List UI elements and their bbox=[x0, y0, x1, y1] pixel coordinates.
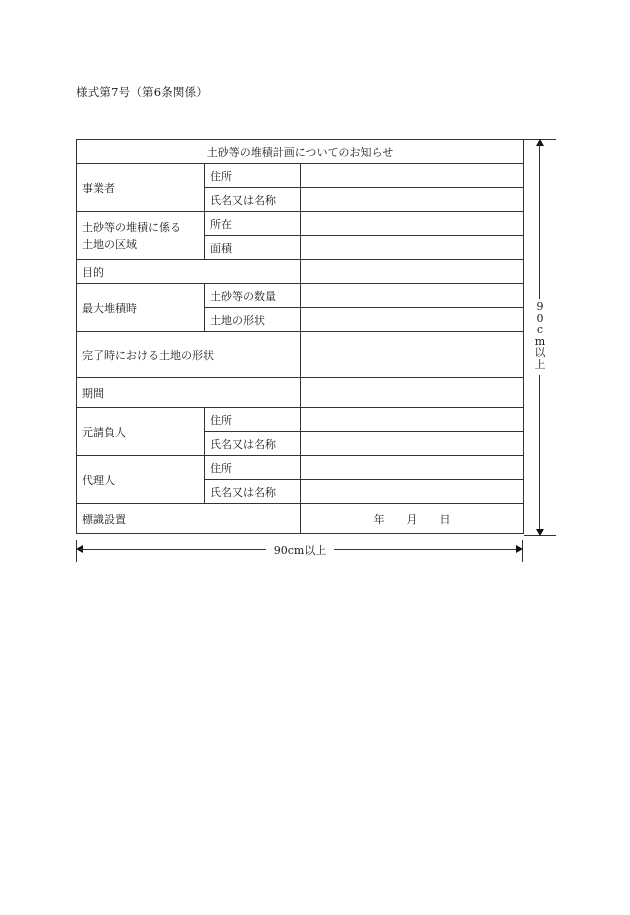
height-label-char: 9 bbox=[536, 300, 544, 313]
width-dimension-label: 90cm以上 bbox=[273, 544, 327, 557]
date-day-label: 日 bbox=[439, 512, 451, 526]
height-label-char: c bbox=[536, 323, 544, 336]
height-label-char: 以 bbox=[534, 346, 546, 359]
completion-shape-value[interactable] bbox=[301, 332, 524, 378]
height-dimension bbox=[524, 139, 556, 536]
sign-install-label: 標識設置 bbox=[77, 504, 301, 534]
date-month-label: 月 bbox=[406, 512, 418, 526]
sign-install-date[interactable] bbox=[301, 504, 524, 534]
operator-address-label: 住所 bbox=[205, 164, 301, 188]
height-label-char: 0 bbox=[536, 311, 544, 325]
operator-name-label: 氏名又は名称 bbox=[205, 188, 301, 212]
operator-name-value[interactable] bbox=[301, 188, 524, 212]
land-area-size-label: 面積 bbox=[205, 236, 301, 260]
width-line-right bbox=[334, 549, 519, 550]
agent-address-value[interactable] bbox=[301, 456, 524, 480]
width-line-left bbox=[80, 549, 266, 550]
contractor-address-value[interactable] bbox=[301, 408, 524, 432]
land-area-label bbox=[77, 212, 205, 260]
land-area-size-value[interactable] bbox=[301, 236, 524, 260]
purpose-label: 目的 bbox=[77, 260, 301, 284]
period-label: 期間 bbox=[77, 378, 301, 408]
max-pile-shape-label: 土地の形状 bbox=[205, 308, 301, 332]
arrow-down-icon bbox=[536, 529, 544, 536]
height-line-bottom bbox=[539, 375, 540, 532]
operator-label: 事業者 bbox=[77, 164, 205, 212]
arrow-up-icon bbox=[536, 139, 544, 146]
land-area-label-line1: 土砂等の堆積に係る bbox=[82, 220, 181, 234]
contractor-name-value[interactable] bbox=[301, 432, 524, 456]
sign-form-table bbox=[76, 139, 524, 534]
form-title: 土砂等の堆積計画についてのお知らせ bbox=[77, 140, 524, 164]
agent-label: 代理人 bbox=[77, 456, 205, 504]
soil-quantity-label: 土砂等の数量 bbox=[205, 284, 301, 308]
form-identifier: 様式第7号（第6条関係） bbox=[76, 85, 209, 99]
land-location-label: 所在 bbox=[205, 212, 301, 236]
purpose-value[interactable] bbox=[301, 260, 524, 284]
width-dimension bbox=[76, 540, 523, 560]
height-label-char: m bbox=[534, 334, 546, 348]
period-value[interactable] bbox=[301, 378, 524, 408]
agent-name-value[interactable] bbox=[301, 480, 524, 504]
agent-name-label: 氏名又は名称 bbox=[205, 480, 301, 504]
max-pile-shape-value[interactable] bbox=[301, 308, 524, 332]
arrow-right-icon bbox=[516, 545, 523, 553]
land-area-label-line2: 土地の区域 bbox=[82, 237, 137, 251]
max-pile-label: 最大堆積時 bbox=[77, 284, 205, 332]
land-location-value[interactable] bbox=[301, 212, 524, 236]
date-year-label: 年 bbox=[373, 512, 385, 526]
height-dimension-label bbox=[530, 301, 550, 370]
agent-address-label: 住所 bbox=[205, 456, 301, 480]
contractor-name-label: 氏名又は名称 bbox=[205, 432, 301, 456]
contractor-label: 元請負人 bbox=[77, 408, 205, 456]
height-label-char: 上 bbox=[534, 357, 546, 371]
soil-quantity-value[interactable] bbox=[301, 284, 524, 308]
completion-shape-label: 完了時における土地の形状 bbox=[77, 332, 301, 378]
contractor-address-label: 住所 bbox=[205, 408, 301, 432]
height-line-top bbox=[539, 143, 540, 299]
operator-address-value[interactable] bbox=[301, 164, 524, 188]
